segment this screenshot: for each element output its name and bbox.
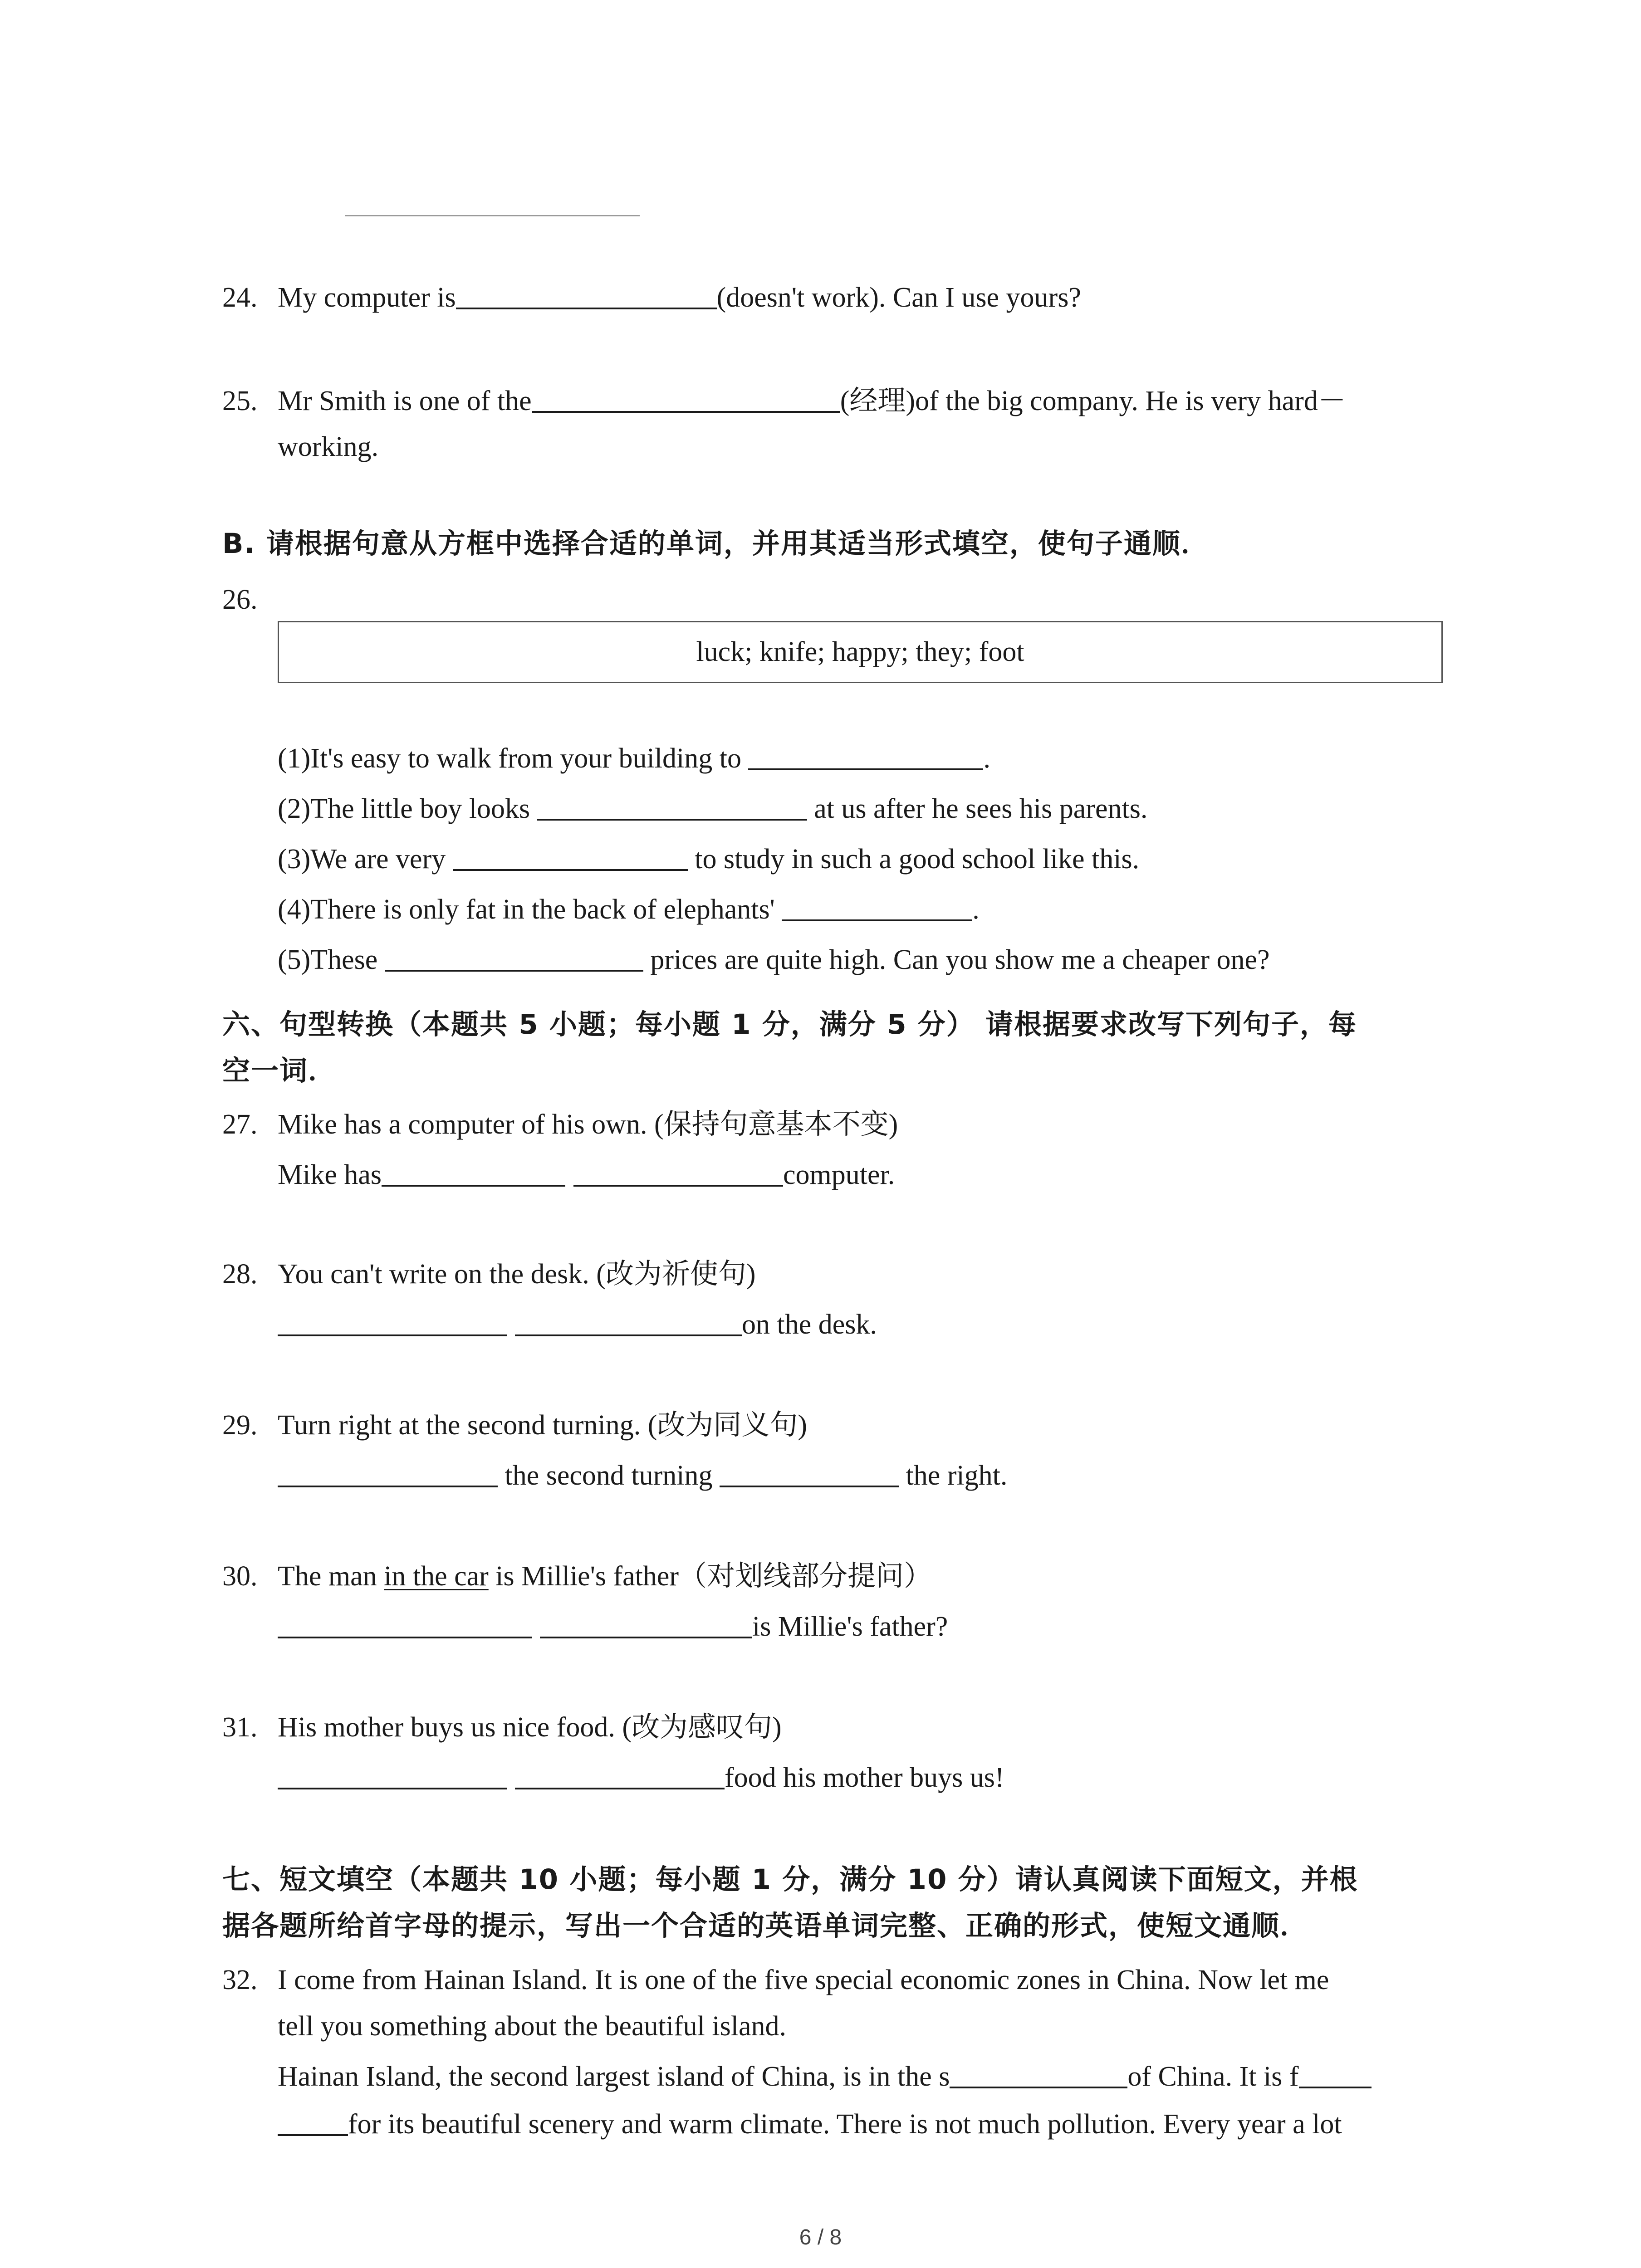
answer-suffix: food his mother buys us! <box>725 1762 1004 1793</box>
answer-blank[interactable] <box>782 897 972 921</box>
question-24-number: 24. <box>222 282 258 313</box>
item-text: (4)There is only fat in the back of elephants' <box>278 894 782 925</box>
question-25-text: Mr Smith is one of the <box>278 386 532 416</box>
answer-blank[interactable] <box>1299 2064 1372 2088</box>
item-text: . <box>983 743 990 774</box>
question-30-number: 30. <box>222 1561 258 1592</box>
answer-text: the second turning <box>498 1460 720 1491</box>
underlined-phrase: in the car <box>384 1561 489 1592</box>
passage-text: of China. It is f <box>1127 2061 1299 2092</box>
question-25 <box>278 387 1346 415</box>
item-text: (5)These <box>278 944 385 975</box>
question-27: Mike has a computer of his own. (保持句意基本不变) <box>278 1109 898 1140</box>
answer-prefix: Mike has <box>278 1159 382 1190</box>
answer-blank[interactable] <box>385 947 643 972</box>
passage-text: Hainan Island, the second largest island of China, is in the s <box>278 2061 950 2092</box>
item-text: (1)It's easy to walk from your building to <box>278 743 749 774</box>
answer-suffix: is Millie's father? <box>752 1611 948 1642</box>
question-31-number: 31. <box>222 1712 258 1743</box>
answer-blank[interactable] <box>515 1312 742 1336</box>
question-30 <box>278 1562 932 1590</box>
question-25-number: 25. <box>222 386 258 416</box>
word-bank-box: luck; knife; happy; they; foot <box>278 621 1443 683</box>
question-31-answer <box>278 1764 1004 1792</box>
section-7-heading: 七、短文填空（本题共 10 小题；每小题 1 分，满分 10 分）请认真阅读下面短文，并根 <box>222 1863 1358 1896</box>
passage-line-3 <box>278 2063 1372 2091</box>
passage-line-2: tell you something about the beautiful island. <box>278 2011 786 2042</box>
passage-text: for its beautiful scenery and warm climate. There is not much pollution. Every year a lot <box>348 2109 1342 2140</box>
question-26-item-3 <box>278 845 1139 873</box>
item-text: . <box>972 894 980 925</box>
question-24-text: My computer is <box>278 282 456 313</box>
question-26-item-4 <box>278 895 980 924</box>
question-24-hint: (doesn't work). Can I use yours? <box>716 282 1081 313</box>
question-26-item-2 <box>278 795 1147 823</box>
header-rule <box>345 215 640 216</box>
answer-blank[interactable] <box>278 1312 507 1336</box>
question-26-item-1 <box>278 744 990 772</box>
answer-blank[interactable] <box>456 285 717 309</box>
question-28-answer <box>278 1310 877 1339</box>
answer-blank[interactable] <box>453 846 688 871</box>
answer-suffix: computer. <box>783 1159 895 1190</box>
question-27-answer <box>278 1161 895 1189</box>
question-26-number: 26. <box>222 584 258 615</box>
answer-suffix: the right. <box>899 1460 1008 1491</box>
answer-blank[interactable] <box>573 1162 783 1187</box>
question-28-number: 28. <box>222 1259 258 1290</box>
section-b-heading: B. 请根据句意从方框中选择合适的单词，并用其适当形式填空，使句子通顺． <box>222 528 1210 560</box>
answer-blank[interactable] <box>278 2112 348 2136</box>
section-6-heading-cont: 空一词． <box>222 1055 337 1087</box>
passage-line-4 <box>278 2110 1342 2138</box>
item-text: (2)The little boy looks <box>278 793 537 824</box>
question-31: His mother buys us nice food. (改为感叹句) <box>278 1712 782 1743</box>
question-29-number: 29. <box>222 1410 258 1441</box>
question-25-continuation: working. <box>278 431 379 462</box>
question-24 <box>278 284 1081 312</box>
answer-blank[interactable] <box>382 1162 565 1187</box>
answer-blank[interactable] <box>950 2064 1127 2088</box>
answer-blank[interactable] <box>720 1463 899 1487</box>
question-26-item-5 <box>278 946 1270 974</box>
answer-blank[interactable] <box>278 1463 498 1487</box>
passage-line-1: I come from Hainan Island. It is one of the five special economic zones in China. Now let me <box>278 1965 1329 1995</box>
item-text: at us after he sees his parents. <box>807 793 1148 824</box>
section-7-heading-cont: 据各题所给首字母的提示，写出一个合适的英语单词完整、正确的形式，使短文通顺． <box>222 1910 1309 1942</box>
item-text: to study in such a good school like this. <box>687 844 1140 875</box>
page-number: 6 / 8 <box>799 2225 842 2249</box>
question-32-number: 32. <box>222 1965 258 1995</box>
answer-blank[interactable] <box>278 1614 532 1638</box>
question-30-answer <box>278 1613 948 1641</box>
answer-blank[interactable] <box>748 746 983 770</box>
answer-blank[interactable] <box>278 1765 507 1789</box>
question-hint: is Millie's father（对划线部分提问） <box>488 1561 932 1592</box>
question-29: Turn right at the second turning. (改为同义句) <box>278 1410 807 1441</box>
question-27-number: 27. <box>222 1109 258 1140</box>
answer-blank[interactable] <box>540 1614 752 1638</box>
question-29-answer <box>278 1461 1007 1490</box>
item-text: (3)We are very <box>278 844 453 875</box>
item-text: prices are quite high. Can you show me a cheaper one? <box>643 944 1270 975</box>
answer-blank[interactable] <box>532 388 840 413</box>
answer-blank[interactable] <box>515 1765 725 1789</box>
answer-suffix: on the desk. <box>742 1309 877 1340</box>
question-text: The man <box>278 1561 384 1592</box>
section-6-heading: 六、句型转换（本题共 5 小题；每小题 1 分，满分 5 分） 请根据要求改写下列句子，每 <box>222 1008 1357 1041</box>
question-28: You can't write on the desk. (改为祈使句) <box>278 1259 756 1290</box>
question-25-hint: (经理)of the big company. He is very hard－ <box>840 386 1346 416</box>
answer-blank[interactable] <box>537 796 807 821</box>
